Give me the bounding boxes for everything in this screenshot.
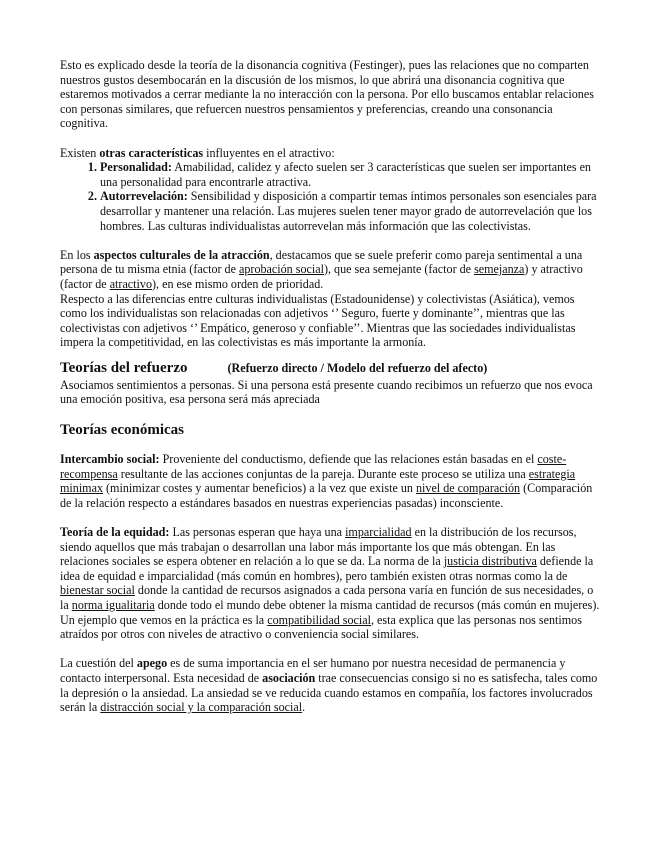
paragraph-refuerzo: Asociamos sentimientos a personas. Si una persona está presente cuando recibimos un refuerzo que nos evoca una emoción positiva, esa persona será más apreciada (60, 377, 593, 407)
bold-term: otras características (99, 145, 204, 160)
characteristics-list (60, 160, 600, 233)
paragraph-disonancia: Esto es explicado desde la teoría de la disonancia cognitiva (Festinger), pues las relaciones que no comparten nuestros gustos desembocarán en la discusión de los mismos, lo que abrirá una disonancia cognitiva que estaremos motivados a cerrar mediante la no interacción con la persona. Por ello buscamos entablar relaciones con personas similares, que refuercen nuestros pensamientos y preferencias, creando una consonancia cognitiva. (60, 58, 594, 131)
paragraph-apego: La cuestión del apego es de suma importancia en el ser humano por nuestra necesidad de permanencia y contacto interpersonal. Esta necesidad de asociación trae consecuencias consigo si no es satisfecha, tales como la depresión o la ansiedad. La ansiedad se ve reducida cuando estamos en compañía, los factores involucrados serán la distracción social y la comparación social. (60, 656, 598, 715)
paragraph-equidad: Teoría de la equidad: Las personas esperan que haya una imparcialidad en la distribución de los recursos, siendo aquellos que más trabajan o desarrollan una labor más importante los que más obtengan. En las relaciones sociales se espera obtener en relación a lo que se da. La norma de la justicia distributiva defiende la idea de equidad e imparcialidad (más común en hombres), pero también existen otras normas como la de bienestar social donde la cantidad de recursos asignados a cada persona varía en función de sus necesidades, o la norma igualitaria donde todo el mundo debe obtener la misma cantidad de recursos (más común en mujeres). (60, 525, 600, 612)
heading-refuerzo-subtitle: (Refuerzo directo / Modelo del refuerzo del afecto) (227, 360, 488, 375)
document-page (60, 58, 600, 715)
paragraph-aspectos-culturales: En los aspectos culturales de la atracción, destacamos que se suele preferir como pareja sentimental a una persona de tu misma etnia (factor de aprobación social), que sea semejante (factor de semejanza) y atractivo (factor de atractivo), en ese mismo orden de prioridad. (60, 247, 583, 291)
list-item: 1. Personalidad: Amabilidad, calidez y afecto suelen ser 3 características que suelen ser importantes en una personalidad para encontrarle atractiva. (100, 160, 600, 189)
paragraph-culturas: Respecto a las diferencias entre culturas individualistas (Estadounidense) y colectivistas (Asiática), vemos como los individualistas son relacionadas con adjetivos ‘’ Seguro, fuerte y dominante’’, mientras que las colectivistas con adjetivos ‘’ Empático, generoso y confiable’’. Mientras que las sociedades individualistas impera la competitividad, en las colectivistas es más importante la armonía. (60, 291, 576, 350)
heading-refuerzo: Teorías del refuerzo (Refuerzo directo / Modelo del refuerzo del afecto) (60, 359, 488, 376)
paragraph-intercambio-social: Intercambio social: Proveniente del conductismo, defiende que las relaciones están basadas en el coste-recompensa resultante de las acciones conjuntas de la pareja. Durante este proceso se utiliza una estrategia minimax (minimizar costes y aumentar beneficios) a la vez que existe un nivel de comparación (Comparación de la relación respecto a estándares basados en nuestras experiencias pasadas) inconsciente. (60, 452, 593, 510)
list-item: 2. Autorrevelación: Sensibilidad y disposición a compartir temas íntimos personales son esenciales para desarrollar y mantener una relación. Las mujeres suelen tener mayor grado de autorrevelación que los hombres. Las culturas individualistas autorrevelan más información que las colectivistas. (100, 189, 600, 233)
paragraph-otras-caracteristicas: Existen otras características influyentes en el atractivo: (60, 145, 335, 160)
heading-economicas: Teorías económicas (60, 422, 185, 439)
paragraph-compatibilidad: Un ejemplo que vemos en la práctica es la compatibilidad social, esta explica que las personas nos sentimos atraídos por otros con niveles de atractivo o conveniencia social similares. (60, 612, 582, 642)
